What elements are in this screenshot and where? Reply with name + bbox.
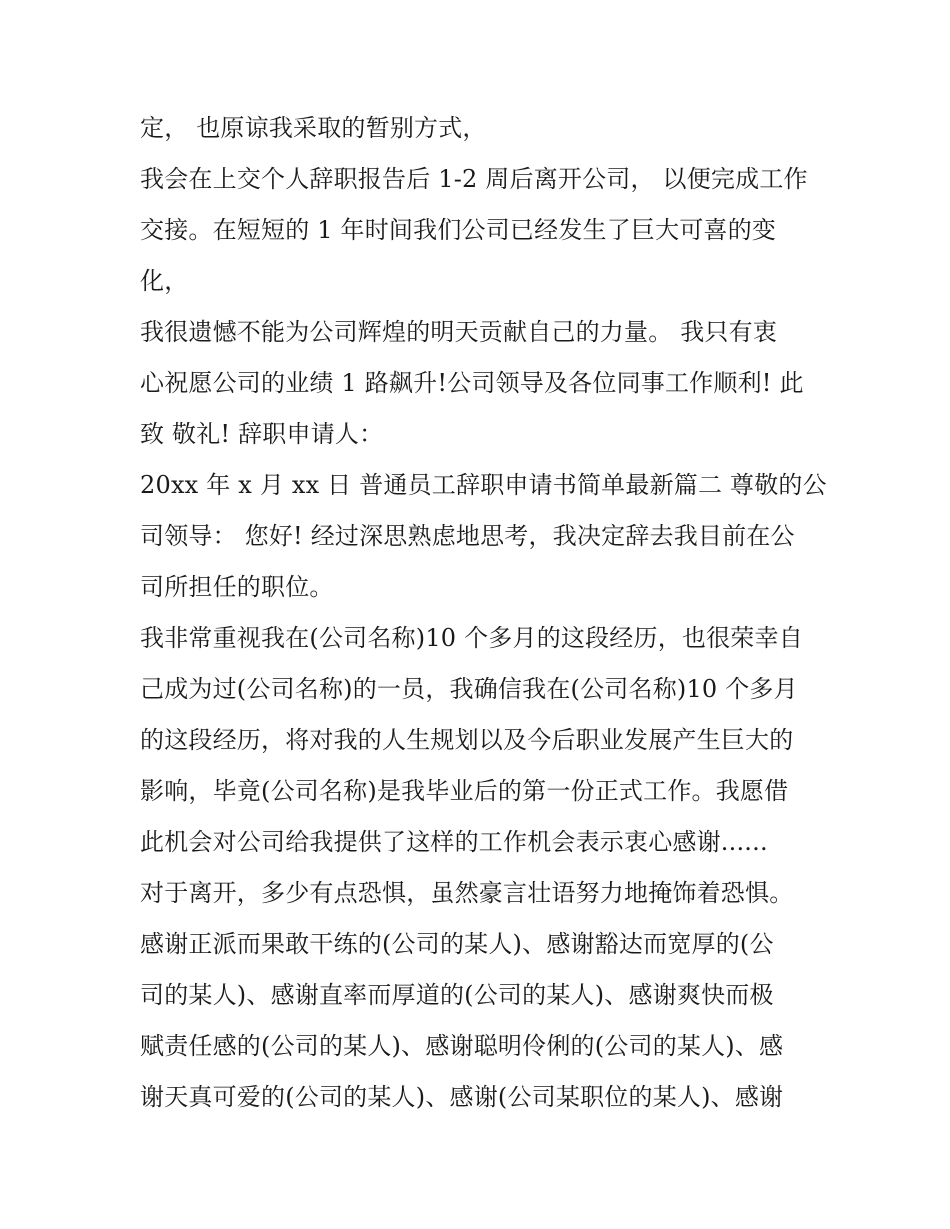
text-line: 20xx 年 x 月 xx 日 普通员工辞职申请书简单最新篇二 尊敬的公 (140, 471, 827, 499)
text-line: 此机会对公司给我提供了这样的工作机会表示衷心感谢...... (140, 828, 768, 856)
text-line: 致 敬礼! 辞职申请人： (140, 420, 384, 448)
text-line: 心祝愿公司的业绩 1 路飙升!公司领导及各位同事工作顺利! 此 (140, 369, 804, 397)
text-line: 己成为过(公司名称)的一员，我确信我在(公司名称)10 个多月 (140, 675, 798, 703)
text-line: 影响，毕竟(公司名称)是我毕业后的第一份正式工作。我愿借 (140, 777, 789, 805)
text-line: 谢天真可爱的(公司的某人)、感谢(公司某职位的某人)、感谢 (140, 1083, 784, 1111)
text-line: 交接。在短短的 1 年时间我们公司已经发生了巨大可喜的变 (140, 216, 777, 244)
text-line: 感谢正派而果敢干练的(公司的某人)、感谢豁达而宽厚的(公 (140, 930, 774, 958)
document-body (140, 103, 830, 1123)
text-line: 司所担任的职位。 (140, 573, 334, 601)
text-line: 的这段经历，将对我的人生规划以及今后职业发展产生巨大的 (140, 726, 794, 754)
text-line: 赋责任感的(公司的某人)、感谢聪明伶俐的(公司的某人)、感 (140, 1032, 784, 1060)
text-line: 我非常重视我在(公司名称)10 个多月的这段经历，也很荣幸自 (140, 624, 803, 652)
text-line: 我很遗憾不能为公司辉煌的明天贡献自己的力量。 我只有衷 (140, 318, 778, 346)
text-line: 我会在上交个人辞职报告后 1-2 周后离开公司， 以便完成工作 (140, 165, 808, 193)
text-line: 对于离开，多少有点恐惧，虽然豪言壮语努力地掩饰着恐惧。 (140, 879, 794, 907)
text-line: 定， 也原谅我采取的暂别方式， (140, 114, 487, 142)
text-line: 化， (140, 267, 189, 295)
text-line: 司领导： 您好! 经过深思熟虑地思考，我决定辞去我目前在公 (140, 522, 795, 550)
text-line: 司的某人)、感谢直率而厚道的(公司的某人)、感谢爽快而极 (140, 981, 774, 1009)
